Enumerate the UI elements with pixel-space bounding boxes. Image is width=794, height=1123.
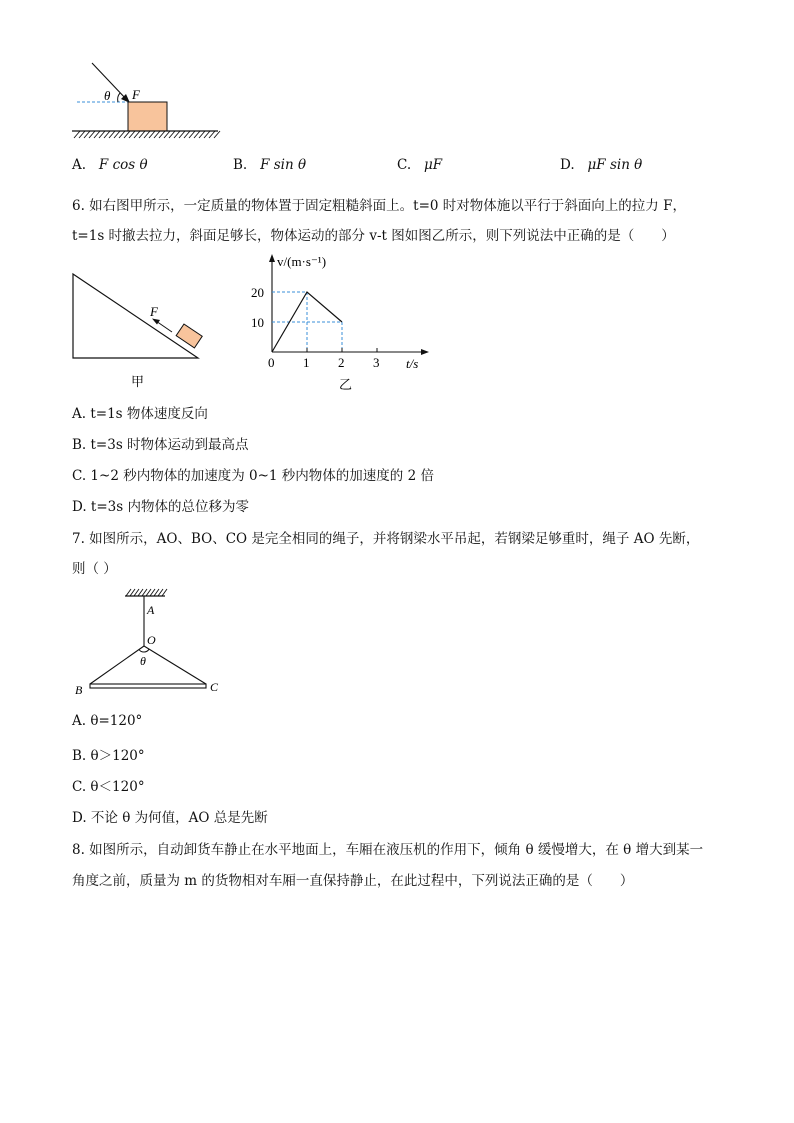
x-tick-label: 1: [303, 355, 310, 370]
q6-option-b[interactable]: B. t=3s 时物体运动到最高点: [72, 437, 249, 453]
q6-stem-line2: t=1s 时撤去拉力，斜面足够长，物体运动的部分 v-t 图如图乙所示，则下列说法中正确的是（ ）: [72, 228, 675, 244]
force-arrow-head: [152, 319, 160, 325]
caption-yi: 乙: [339, 377, 353, 392]
ceiling-hatch: [126, 589, 167, 596]
q7-figure: [70, 585, 230, 697]
angle-arc: [118, 93, 120, 102]
rope-co: [144, 646, 206, 684]
q6-option-d[interactable]: D. t=3s 内物体的总位移为零: [72, 499, 249, 515]
q7-option-a[interactable]: A. θ=120°: [72, 713, 143, 729]
label-theta: θ: [140, 654, 146, 668]
y-tick-label: 20: [251, 285, 264, 300]
q6-option-a[interactable]: A. t=1s 物体速度反向: [72, 406, 208, 422]
option-letter: A.: [72, 157, 87, 173]
vt-chart: [245, 248, 435, 396]
x-tick-label: 2: [338, 355, 345, 370]
y-tick-label: 10: [251, 315, 264, 330]
q7-option-c[interactable]: C. θ＜120°: [72, 779, 145, 795]
q6-stem-line1: 6. 如右图甲所示，一定质量的物体置于固定粗糙斜面上。t=0 时对物体施以平行于斜面向上的拉力 F，: [72, 198, 686, 214]
steel-beam: [90, 684, 206, 688]
x-tick-label: 0: [268, 355, 275, 370]
option-expr: μF sin θ: [587, 157, 643, 173]
option-letter: C.: [397, 157, 412, 173]
force-arrow-line: [156, 321, 172, 332]
option-expr: F sin θ: [260, 157, 307, 173]
q5-figure: [60, 55, 235, 145]
incline-triangle: [73, 274, 198, 358]
q6-incline-figure: [68, 268, 208, 393]
x-tick-label: 3: [373, 355, 380, 370]
q8-stem-line1: 8. 如图所示，自动卸货车静止在水平地面上，车厢在液压机的作用下，倾角 θ 缓慢增大，在 θ 增大到某一: [72, 842, 704, 858]
x-axis-label: t/s: [406, 356, 419, 371]
option-expr: μF: [424, 157, 443, 173]
rope-bo: [90, 646, 144, 684]
option-letter: D.: [560, 157, 575, 173]
q7-stem-line2: 则（ ）: [72, 561, 117, 577]
label-a: A: [147, 603, 155, 617]
q7-stem-line1: 7. 如图所示，AO、BO、CO 是完全相同的绳子，并将钢梁水平吊起，若钢梁足够重时，绳子 AO 先断，: [72, 531, 700, 547]
q6-option-c[interactable]: C. 1~2 秒内物体的加速度为 0~1 秒内物体的加速度的 2 倍: [72, 468, 434, 484]
label-o: O: [147, 633, 156, 647]
theta-label: θ: [104, 88, 111, 103]
force-label: F: [132, 87, 140, 102]
q5-option-b[interactable]: [233, 157, 306, 173]
q5-option-d[interactable]: [560, 157, 642, 173]
y-axis-arrow: [269, 254, 275, 262]
q5-option-a[interactable]: [72, 157, 148, 173]
option-letter: B.: [233, 157, 248, 173]
q7-option-b[interactable]: B. θ＞120°: [72, 748, 145, 764]
label-b: B: [75, 683, 83, 697]
x-axis-arrow: [421, 349, 429, 355]
ground-hatch: [74, 131, 220, 138]
q8-stem-line2: 角度之前，质量为 m 的货物相对车厢一直保持静止，在此过程中，下列说法正确的是（ ）: [72, 873, 634, 889]
incline-block: [176, 324, 202, 348]
option-expr: F cos θ: [98, 157, 148, 173]
q7-option-d[interactable]: D. 不论 θ 为何值，AO 总是先断: [72, 810, 268, 826]
caption-jia: 甲: [131, 374, 145, 389]
label-c: C: [210, 680, 219, 694]
q5-option-c[interactable]: [397, 157, 442, 173]
y-axis-label: v/(m·s⁻¹): [277, 254, 327, 269]
force-label: F: [150, 304, 158, 319]
angle-arc: [139, 649, 149, 652]
block: [128, 102, 167, 131]
